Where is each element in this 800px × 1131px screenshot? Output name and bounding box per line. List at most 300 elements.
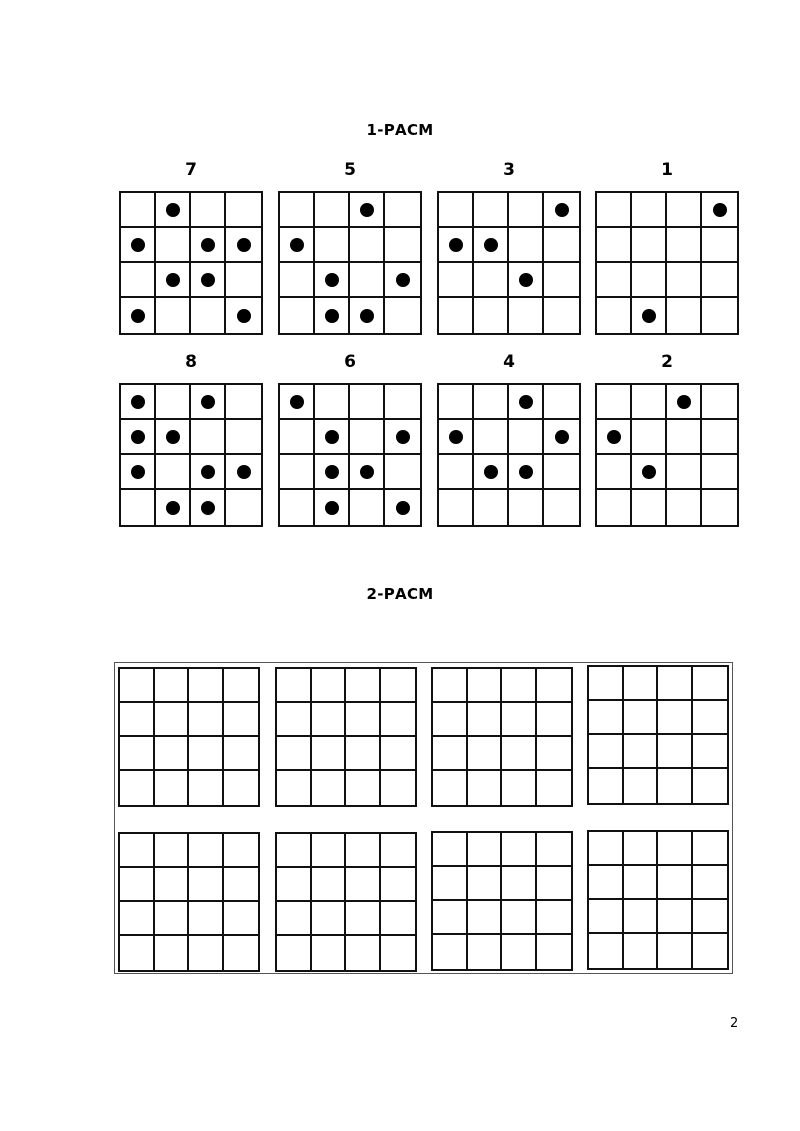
grid-cell[interactable] bbox=[468, 867, 503, 901]
grid-cell[interactable] bbox=[312, 669, 347, 703]
grid-cell bbox=[121, 385, 156, 420]
dot-marker bbox=[201, 501, 215, 515]
grid-cell bbox=[315, 263, 350, 298]
grid-cell bbox=[121, 455, 156, 490]
dot-marker bbox=[519, 273, 533, 287]
grid-cell bbox=[385, 298, 420, 333]
grid-cell bbox=[280, 228, 315, 263]
grid-cell[interactable] bbox=[312, 868, 347, 902]
grid-cell bbox=[544, 455, 579, 490]
dot-marker bbox=[201, 395, 215, 409]
grid-cell bbox=[597, 263, 632, 298]
dot-marker bbox=[360, 465, 374, 479]
grid-cell[interactable] bbox=[468, 833, 503, 867]
grid-cell bbox=[226, 490, 261, 525]
dot-grid bbox=[278, 191, 422, 335]
dot-marker bbox=[519, 465, 533, 479]
grid-cell bbox=[156, 298, 191, 333]
grid-cell[interactable] bbox=[224, 868, 259, 902]
grid-cell bbox=[544, 263, 579, 298]
dot-marker bbox=[396, 430, 410, 444]
grid-cell bbox=[191, 298, 226, 333]
grid-cell[interactable] bbox=[468, 703, 503, 737]
grid-cell bbox=[667, 193, 702, 228]
grid-cell[interactable] bbox=[624, 701, 659, 735]
grid-cell[interactable] bbox=[624, 832, 659, 866]
dot-marker bbox=[237, 309, 251, 323]
grid-cell bbox=[632, 490, 667, 525]
grid-cell[interactable] bbox=[346, 868, 381, 902]
empty-grid[interactable] bbox=[275, 667, 417, 807]
grid-cell[interactable] bbox=[189, 669, 224, 703]
grid-cell[interactable] bbox=[155, 703, 190, 737]
grid-cell[interactable] bbox=[381, 902, 416, 936]
dot-marker bbox=[642, 309, 656, 323]
grid-cell[interactable] bbox=[277, 771, 312, 805]
grid-cell[interactable] bbox=[224, 669, 259, 703]
grid-cell[interactable] bbox=[381, 868, 416, 902]
grid-cell bbox=[702, 298, 737, 333]
grid-cell bbox=[280, 455, 315, 490]
grid-cell[interactable] bbox=[224, 834, 259, 868]
grid-cell[interactable] bbox=[537, 935, 572, 969]
grid-cell bbox=[702, 420, 737, 455]
grid-cell bbox=[156, 385, 191, 420]
dot-marker bbox=[237, 238, 251, 252]
grid-cell[interactable] bbox=[381, 703, 416, 737]
grid-cell[interactable] bbox=[120, 936, 155, 970]
grid-cell[interactable] bbox=[624, 735, 659, 769]
grid-cell bbox=[121, 263, 156, 298]
grid-cell[interactable] bbox=[502, 833, 537, 867]
dot-marker bbox=[325, 430, 339, 444]
grid-cell[interactable] bbox=[589, 667, 624, 701]
grid-cell bbox=[226, 228, 261, 263]
grid-cell[interactable] bbox=[537, 669, 572, 703]
grid-cell bbox=[280, 263, 315, 298]
grid-cell bbox=[439, 193, 474, 228]
grid-cell[interactable] bbox=[346, 703, 381, 737]
grid-cell[interactable] bbox=[381, 771, 416, 805]
grid-cell[interactable] bbox=[537, 901, 572, 935]
grid-cell bbox=[350, 193, 385, 228]
grid-cell[interactable] bbox=[346, 771, 381, 805]
grid-cell bbox=[350, 385, 385, 420]
grid-cell[interactable] bbox=[155, 868, 190, 902]
grid-cell[interactable] bbox=[589, 900, 624, 934]
grid-cell bbox=[156, 228, 191, 263]
grid-cell[interactable] bbox=[155, 771, 190, 805]
grid-cell[interactable] bbox=[693, 769, 728, 803]
grid-cell bbox=[350, 298, 385, 333]
grid-cell[interactable] bbox=[277, 868, 312, 902]
dot-marker bbox=[131, 238, 145, 252]
grid-cell bbox=[385, 228, 420, 263]
grid-cell bbox=[667, 263, 702, 298]
grid-cell bbox=[191, 420, 226, 455]
grid-cell[interactable] bbox=[589, 832, 624, 866]
grid-cell bbox=[597, 455, 632, 490]
grid-cell[interactable] bbox=[589, 701, 624, 735]
grid-cell bbox=[226, 298, 261, 333]
grid-cell[interactable] bbox=[312, 834, 347, 868]
grid-cell[interactable] bbox=[381, 669, 416, 703]
grid-cell[interactable] bbox=[693, 735, 728, 769]
grid-cell bbox=[667, 228, 702, 263]
grid-cell bbox=[439, 455, 474, 490]
dot-marker bbox=[166, 203, 180, 217]
grid-cell[interactable] bbox=[468, 737, 503, 771]
puzzle-label: 4 bbox=[503, 352, 515, 372]
grid-cell[interactable] bbox=[277, 703, 312, 737]
grid-cell[interactable] bbox=[155, 669, 190, 703]
dot-marker bbox=[642, 465, 656, 479]
puzzle-label: 7 bbox=[185, 160, 197, 180]
dot-marker bbox=[131, 309, 145, 323]
puzzle-label: 2 bbox=[661, 352, 673, 372]
grid-cell[interactable] bbox=[624, 866, 659, 900]
grid-cell bbox=[191, 263, 226, 298]
grid-cell bbox=[156, 490, 191, 525]
grid-cell[interactable] bbox=[155, 737, 190, 771]
grid-cell bbox=[509, 228, 544, 263]
empty-grid[interactable] bbox=[118, 832, 260, 972]
grid-cell[interactable] bbox=[433, 867, 468, 901]
grid-cell[interactable] bbox=[624, 934, 659, 968]
grid-cell[interactable] bbox=[537, 867, 572, 901]
dot-marker bbox=[449, 430, 463, 444]
grid-cell[interactable] bbox=[224, 771, 259, 805]
grid-cell[interactable] bbox=[189, 703, 224, 737]
grid-cell[interactable] bbox=[537, 737, 572, 771]
grid-cell bbox=[315, 193, 350, 228]
empty-grid[interactable] bbox=[275, 832, 417, 972]
grid-cell bbox=[350, 420, 385, 455]
grid-cell bbox=[474, 385, 509, 420]
grid-cell[interactable] bbox=[312, 737, 347, 771]
grid-cell bbox=[439, 263, 474, 298]
grid-cell[interactable] bbox=[502, 737, 537, 771]
empty-grid[interactable] bbox=[587, 665, 729, 805]
grid-cell[interactable] bbox=[468, 669, 503, 703]
grid-cell bbox=[350, 263, 385, 298]
grid-cell bbox=[280, 420, 315, 455]
grid-cell bbox=[474, 420, 509, 455]
grid-cell[interactable] bbox=[189, 902, 224, 936]
grid-cell bbox=[121, 228, 156, 263]
grid-cell[interactable] bbox=[589, 934, 624, 968]
grid-cell bbox=[702, 490, 737, 525]
grid-cell bbox=[280, 490, 315, 525]
grid-cell bbox=[474, 455, 509, 490]
grid-cell[interactable] bbox=[312, 902, 347, 936]
grid-cell bbox=[226, 385, 261, 420]
grid-cell[interactable] bbox=[658, 735, 693, 769]
dot-marker bbox=[290, 395, 304, 409]
grid-cell bbox=[385, 193, 420, 228]
grid-cell bbox=[632, 193, 667, 228]
grid-cell[interactable] bbox=[155, 834, 190, 868]
dot-marker bbox=[484, 465, 498, 479]
grid-cell[interactable] bbox=[277, 834, 312, 868]
grid-cell[interactable] bbox=[658, 667, 693, 701]
grid-cell[interactable] bbox=[224, 737, 259, 771]
grid-cell bbox=[509, 455, 544, 490]
puzzle-label: 1 bbox=[661, 160, 673, 180]
grid-cell[interactable] bbox=[346, 902, 381, 936]
grid-cell[interactable] bbox=[537, 703, 572, 737]
grid-cell[interactable] bbox=[502, 901, 537, 935]
grid-cell bbox=[474, 263, 509, 298]
empty-grid[interactable] bbox=[587, 830, 729, 970]
grid-cell bbox=[191, 228, 226, 263]
grid-cell[interactable] bbox=[433, 771, 468, 805]
grid-cell bbox=[121, 193, 156, 228]
grid-cell bbox=[544, 490, 579, 525]
dot-grid bbox=[437, 191, 581, 335]
grid-cell[interactable] bbox=[155, 936, 190, 970]
grid-cell bbox=[667, 455, 702, 490]
grid-cell bbox=[632, 263, 667, 298]
grid-cell bbox=[509, 263, 544, 298]
grid-cell bbox=[439, 385, 474, 420]
grid-cell[interactable] bbox=[312, 703, 347, 737]
grid-cell bbox=[156, 193, 191, 228]
grid-cell[interactable] bbox=[120, 737, 155, 771]
dot-marker bbox=[360, 203, 374, 217]
grid-cell[interactable] bbox=[120, 834, 155, 868]
grid-cell[interactable] bbox=[120, 902, 155, 936]
dot-marker bbox=[290, 238, 304, 252]
grid-cell[interactable] bbox=[693, 866, 728, 900]
grid-cell[interactable] bbox=[433, 935, 468, 969]
grid-cell bbox=[474, 228, 509, 263]
grid-cell[interactable] bbox=[433, 901, 468, 935]
grid-cell[interactable] bbox=[658, 701, 693, 735]
page-number: 2 bbox=[730, 1016, 739, 1031]
grid-cell bbox=[191, 490, 226, 525]
dot-marker bbox=[519, 395, 533, 409]
grid-cell bbox=[667, 298, 702, 333]
grid-cell bbox=[191, 193, 226, 228]
grid-cell bbox=[439, 298, 474, 333]
grid-cell bbox=[702, 263, 737, 298]
grid-cell bbox=[315, 298, 350, 333]
grid-cell bbox=[315, 455, 350, 490]
grid-cell[interactable] bbox=[346, 737, 381, 771]
puzzle-label: 8 bbox=[185, 352, 197, 372]
grid-cell[interactable] bbox=[312, 771, 347, 805]
grid-cell[interactable] bbox=[224, 936, 259, 970]
grid-cell[interactable] bbox=[502, 703, 537, 737]
grid-cell[interactable] bbox=[433, 669, 468, 703]
grid-cell bbox=[350, 490, 385, 525]
grid-cell[interactable] bbox=[189, 834, 224, 868]
grid-cell[interactable] bbox=[346, 936, 381, 970]
dot-marker bbox=[237, 465, 251, 479]
grid-cell bbox=[121, 490, 156, 525]
grid-cell bbox=[632, 228, 667, 263]
grid-cell[interactable] bbox=[189, 771, 224, 805]
grid-cell bbox=[702, 228, 737, 263]
grid-cell[interactable] bbox=[120, 669, 155, 703]
dot-marker bbox=[555, 430, 569, 444]
grid-cell[interactable] bbox=[433, 737, 468, 771]
grid-cell bbox=[474, 490, 509, 525]
dot-marker bbox=[201, 465, 215, 479]
grid-cell[interactable] bbox=[502, 669, 537, 703]
grid-cell[interactable] bbox=[589, 769, 624, 803]
grid-cell[interactable] bbox=[658, 832, 693, 866]
dot-marker bbox=[449, 238, 463, 252]
grid-cell[interactable] bbox=[433, 703, 468, 737]
grid-cell[interactable] bbox=[502, 935, 537, 969]
grid-cell[interactable] bbox=[537, 771, 572, 805]
grid-cell[interactable] bbox=[120, 703, 155, 737]
grid-cell bbox=[667, 420, 702, 455]
grid-cell[interactable] bbox=[693, 832, 728, 866]
grid-cell[interactable] bbox=[658, 769, 693, 803]
grid-cell[interactable] bbox=[658, 866, 693, 900]
grid-cell bbox=[156, 420, 191, 455]
grid-cell[interactable] bbox=[624, 667, 659, 701]
dot-marker bbox=[677, 395, 691, 409]
grid-cell[interactable] bbox=[468, 935, 503, 969]
grid-cell bbox=[385, 490, 420, 525]
grid-cell[interactable] bbox=[346, 669, 381, 703]
dot-marker bbox=[131, 430, 145, 444]
grid-cell[interactable] bbox=[189, 737, 224, 771]
grid-cell bbox=[474, 298, 509, 333]
grid-cell bbox=[544, 420, 579, 455]
grid-cell bbox=[632, 420, 667, 455]
grid-cell bbox=[280, 385, 315, 420]
grid-cell[interactable] bbox=[155, 902, 190, 936]
grid-cell[interactable] bbox=[277, 737, 312, 771]
grid-cell[interactable] bbox=[658, 934, 693, 968]
grid-cell bbox=[121, 298, 156, 333]
grid-cell[interactable] bbox=[693, 900, 728, 934]
grid-cell[interactable] bbox=[468, 901, 503, 935]
grid-cell bbox=[667, 385, 702, 420]
grid-cell bbox=[597, 420, 632, 455]
grid-cell bbox=[385, 385, 420, 420]
grid-cell[interactable] bbox=[693, 934, 728, 968]
dot-marker bbox=[325, 273, 339, 287]
grid-cell bbox=[632, 385, 667, 420]
grid-cell[interactable] bbox=[589, 735, 624, 769]
grid-cell bbox=[597, 228, 632, 263]
dot-grid bbox=[437, 383, 581, 527]
empty-grid[interactable] bbox=[118, 667, 260, 807]
grid-cell[interactable] bbox=[468, 771, 503, 805]
dot-grid bbox=[278, 383, 422, 527]
grid-cell[interactable] bbox=[624, 769, 659, 803]
empty-grid[interactable] bbox=[431, 667, 573, 807]
grid-cell bbox=[280, 298, 315, 333]
grid-cell[interactable] bbox=[277, 936, 312, 970]
grid-cell bbox=[191, 455, 226, 490]
dot-marker bbox=[713, 203, 727, 217]
grid-cell[interactable] bbox=[120, 771, 155, 805]
section-2-title: 2-РАСМ bbox=[366, 585, 434, 603]
grid-cell bbox=[315, 385, 350, 420]
grid-cell bbox=[385, 455, 420, 490]
grid-cell bbox=[156, 455, 191, 490]
dot-grid bbox=[595, 383, 739, 527]
grid-cell bbox=[702, 385, 737, 420]
dot-marker bbox=[325, 501, 339, 515]
grid-cell bbox=[597, 490, 632, 525]
grid-cell[interactable] bbox=[693, 701, 728, 735]
grid-cell bbox=[509, 298, 544, 333]
grid-cell[interactable] bbox=[658, 900, 693, 934]
grid-cell bbox=[667, 490, 702, 525]
dot-marker bbox=[131, 465, 145, 479]
grid-cell bbox=[544, 228, 579, 263]
grid-cell bbox=[597, 385, 632, 420]
dot-marker bbox=[555, 203, 569, 217]
grid-cell bbox=[509, 385, 544, 420]
grid-cell[interactable] bbox=[224, 703, 259, 737]
grid-cell bbox=[226, 193, 261, 228]
grid-cell[interactable] bbox=[502, 867, 537, 901]
grid-cell[interactable] bbox=[312, 936, 347, 970]
grid-cell[interactable] bbox=[381, 936, 416, 970]
grid-cell[interactable] bbox=[277, 669, 312, 703]
grid-cell[interactable] bbox=[277, 902, 312, 936]
dot-marker bbox=[166, 501, 180, 515]
grid-cell bbox=[350, 228, 385, 263]
puzzle-label: 3 bbox=[503, 160, 515, 180]
grid-cell bbox=[702, 193, 737, 228]
grid-cell[interactable] bbox=[381, 737, 416, 771]
grid-cell[interactable] bbox=[224, 902, 259, 936]
grid-cell[interactable] bbox=[189, 936, 224, 970]
grid-cell bbox=[439, 490, 474, 525]
grid-cell bbox=[544, 193, 579, 228]
grid-cell[interactable] bbox=[346, 834, 381, 868]
dot-marker bbox=[396, 501, 410, 515]
grid-cell[interactable] bbox=[433, 833, 468, 867]
dot-marker bbox=[360, 309, 374, 323]
grid-cell bbox=[156, 263, 191, 298]
grid-cell bbox=[191, 385, 226, 420]
dot-grid bbox=[119, 383, 263, 527]
grid-cell[interactable] bbox=[693, 667, 728, 701]
grid-cell[interactable] bbox=[502, 771, 537, 805]
grid-cell[interactable] bbox=[589, 866, 624, 900]
grid-cell bbox=[385, 420, 420, 455]
grid-cell[interactable] bbox=[381, 834, 416, 868]
dot-marker bbox=[325, 465, 339, 479]
grid-cell bbox=[385, 263, 420, 298]
dot-marker bbox=[396, 273, 410, 287]
empty-grid[interactable] bbox=[431, 831, 573, 971]
grid-cell[interactable] bbox=[120, 868, 155, 902]
grid-cell[interactable] bbox=[189, 868, 224, 902]
grid-cell bbox=[597, 193, 632, 228]
grid-cell[interactable] bbox=[624, 900, 659, 934]
grid-cell bbox=[632, 455, 667, 490]
puzzle-label: 5 bbox=[344, 160, 356, 180]
dot-marker bbox=[166, 430, 180, 444]
grid-cell bbox=[509, 193, 544, 228]
grid-cell bbox=[226, 455, 261, 490]
dot-grid bbox=[595, 191, 739, 335]
dot-marker bbox=[201, 238, 215, 252]
grid-cell[interactable] bbox=[537, 833, 572, 867]
